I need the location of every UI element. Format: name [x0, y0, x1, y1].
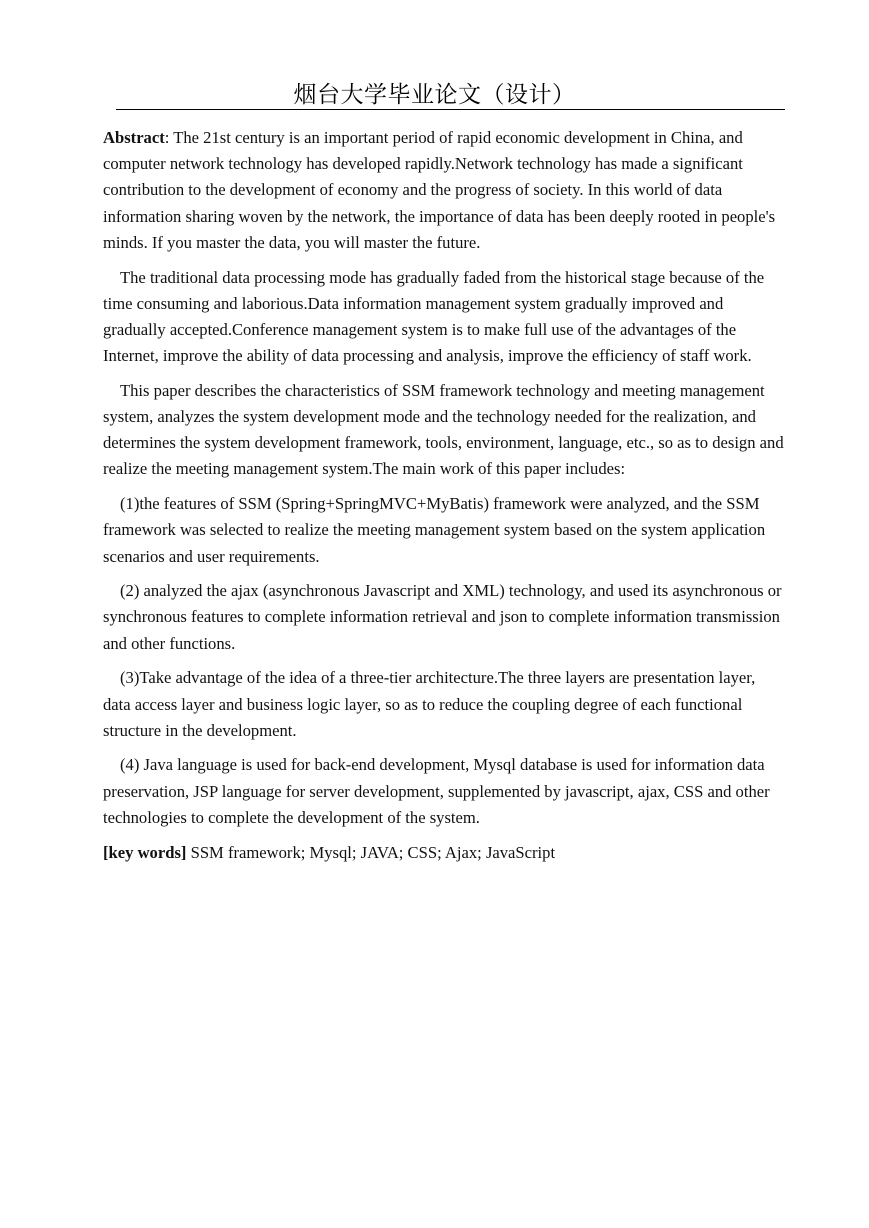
abstract-paragraph-2: The traditional data processing mode has gradually faded from the historical stage because of the time consuming and laborious.Data information management system gradually improved and gradually accepted.Conference management system is to make full use of the advantages of the Internet, improve the ability of data processing and analysis, improve the efficiency of staff work.	[103, 267, 765, 366]
header-rule	[116, 109, 785, 110]
keywords-text: SSM framework; Mysql; JAVA; CSS; Ajax; JavaScript	[186, 842, 556, 862]
abstract-paragraph-1	[103, 125, 786, 256]
keywords-label: [key words]	[103, 842, 187, 862]
page-header-title: 烟台大学毕业论文（设计）	[293, 82, 576, 108]
abstract-paragraph-3: This paper describes the characteristics of SSM framework technology and meeting management system, analyzes the system development mode and the technology needed for the realization, and determines the system development framework, tools, environment, language, etc., so as to design and realize the meeting management system.The main work of this paper includes:	[103, 380, 784, 479]
abstract-body	[103, 125, 786, 874]
keywords-line	[103, 840, 786, 866]
abstract-label: Abstract	[103, 128, 165, 147]
abstract-paragraph-7: (4) Java language is used for back-end development, Mysql database is used for information data preservation, JSP language for server development, supplemented by javascript, ajax, CSS and other technologies to complete the development of the system.	[103, 755, 770, 827]
abstract-paragraph-6: (3)Take advantage of the idea of a three-tier architecture.The three layers are presentation layer, data access layer and business logic layer, so as to reduce the coupling degree of each functional structure in the development.	[103, 668, 756, 740]
abstract-paragraph-4: (1)the features of SSM (Spring+SpringMVC+MyBatis) framework were analyzed, and the SSM framework was selected to realize the meeting management system based on the system application scenarios and user requirements.	[103, 494, 766, 566]
abstract-paragraph-5: (2) analyzed the ajax (asynchronous Javascript and XML) technology, and used its asynchronous or synchronous features to complete information retrieval and json to complete information transmission and other functions.	[103, 581, 782, 653]
abstract-first-text: : The 21st century is an important period of rapid economic development in China, and computer network technology has developed rapidly.Network technology has made a significant contribution to the development of economy and the progress of society. In this world of data information sharing woven by the network, the importance of data has been deeply rooted in people's minds. If you master the data, you will master the future.	[103, 128, 776, 252]
